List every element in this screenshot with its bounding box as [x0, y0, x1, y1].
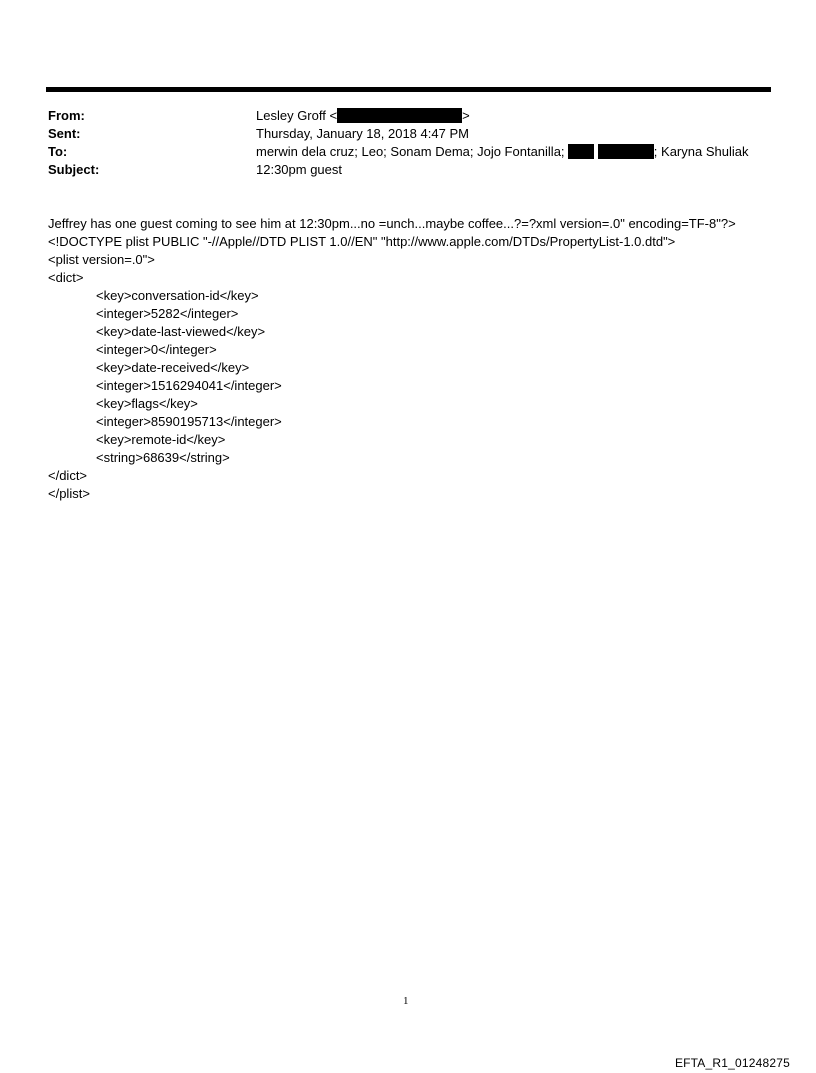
body-line: Jeffrey has one guest coming to see him at 12:30pm...no =unch...maybe coffee...?=?xml version=.0" encoding=TF-8"?> [48, 216, 736, 231]
to-row [48, 143, 778, 161]
header-divider-rule [46, 87, 771, 92]
to-recipients-start: merwin dela cruz; Leo; Sonam Dema; Jojo Fontanilla; [256, 144, 565, 159]
body-line: <dict> [48, 270, 84, 285]
body-line: <!DOCTYPE plist PUBLIC "-//Apple//DTD PLIST 1.0//EN" "http://www.apple.com/DTDs/PropertyList-1.0.dtd"> [48, 234, 676, 249]
subject-row [48, 161, 778, 179]
body-line: </plist> [48, 486, 90, 501]
from-label: From: [48, 108, 85, 123]
from-name: Lesley Groff < [256, 108, 338, 123]
from-close-bracket: > [462, 108, 470, 123]
redaction-box [337, 108, 462, 123]
page-number: 1 [403, 995, 409, 1007]
email-header [48, 107, 778, 179]
body-line: <key>remote-id</key> [96, 432, 226, 447]
body-line: <integer>0</integer> [96, 342, 217, 357]
to-value [256, 143, 748, 161]
to-recipients-end: ; Karyna Shuliak [653, 144, 749, 159]
body-line: <integer>1516294041</integer> [96, 378, 282, 393]
sent-value: Thursday, January 18, 2018 4:47 PM [256, 126, 469, 141]
redaction-box [598, 144, 654, 159]
body-line: <key>conversation-id</key> [96, 288, 259, 303]
from-row [48, 107, 778, 125]
body-line: <plist version=.0"> [48, 252, 155, 267]
to-label: To: [48, 144, 68, 159]
redaction-box [568, 144, 594, 159]
from-value [256, 107, 470, 125]
body-line: <key>date-received</key> [96, 360, 250, 375]
bates-number: EFTA_R1_01248275 [674, 1056, 790, 1070]
body-line: <integer>8590195713</integer> [96, 414, 282, 429]
body-line: <string>68639</string> [96, 450, 230, 465]
body-line: <key>flags</key> [96, 396, 198, 411]
sent-label: Sent: [48, 126, 81, 141]
subject-label: Subject: [48, 162, 100, 177]
body-line: </dict> [48, 468, 88, 483]
subject-value: 12:30pm guest [256, 162, 343, 177]
body-line: <integer>5282</integer> [96, 306, 239, 321]
body-line: <key>date-last-viewed</key> [96, 324, 266, 339]
email-body [48, 215, 788, 503]
sent-row [48, 125, 778, 143]
